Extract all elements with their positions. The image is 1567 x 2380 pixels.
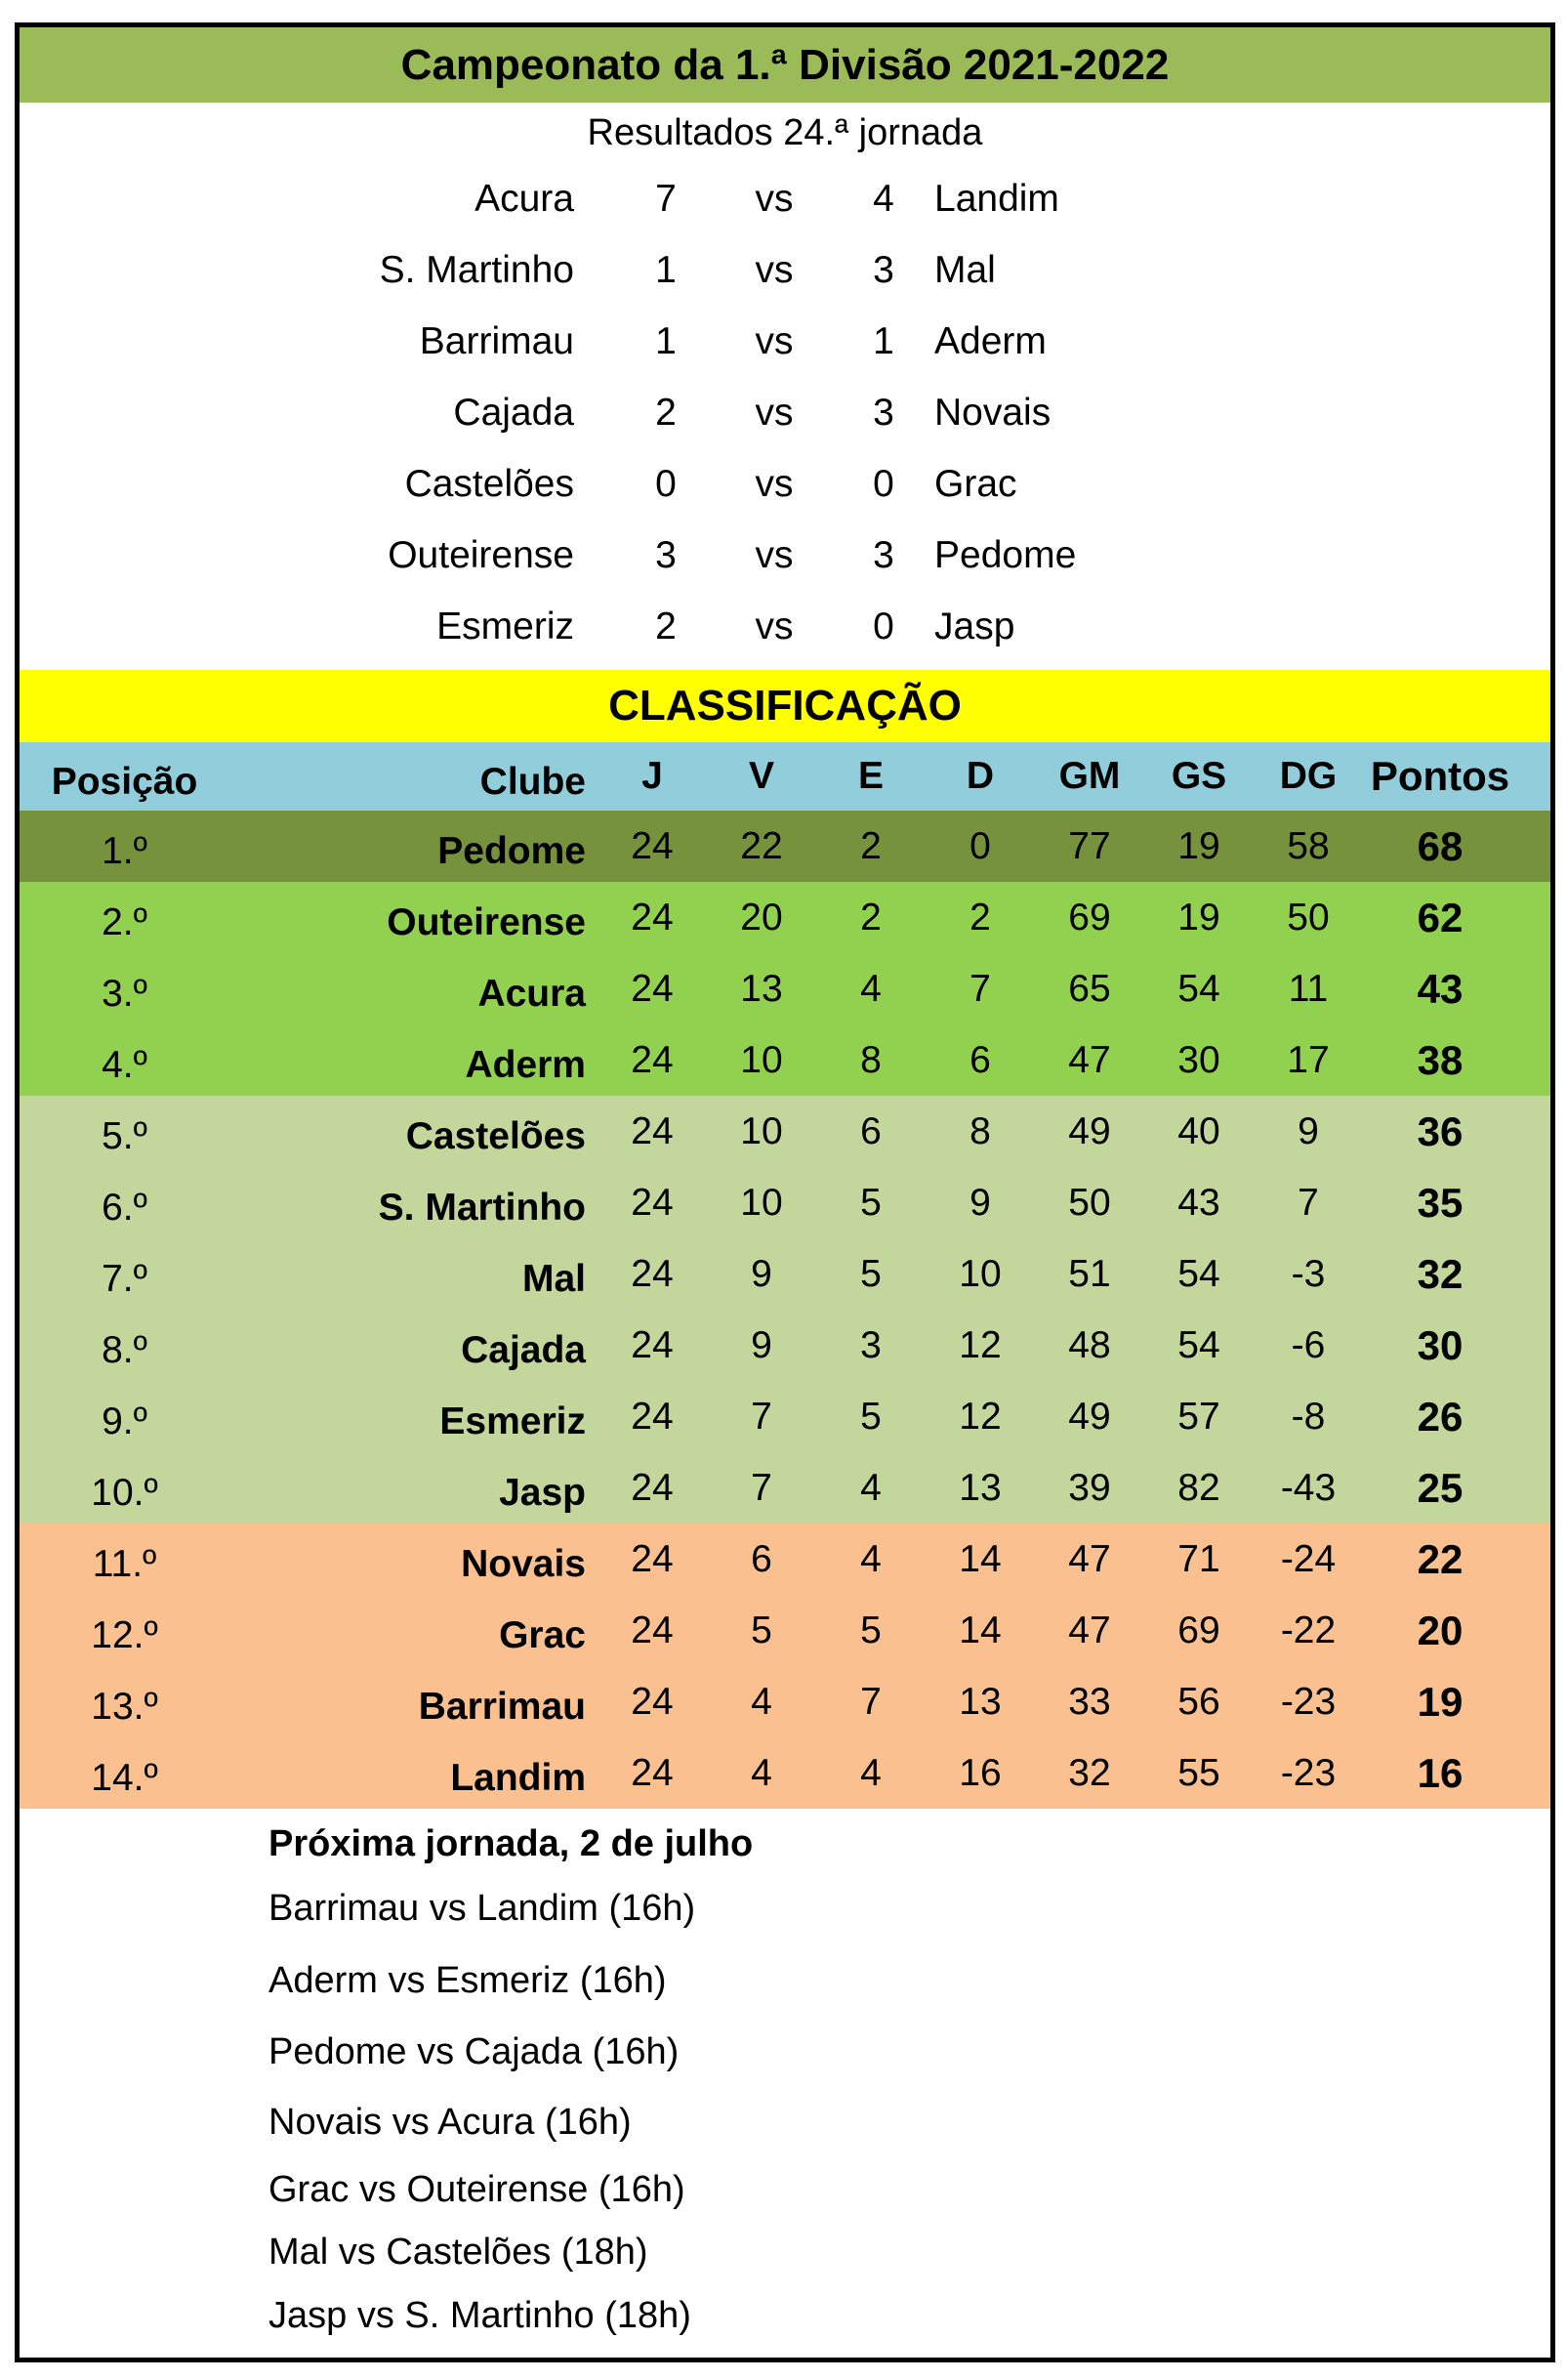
goals-against-cell: 54 xyxy=(1177,967,1220,1010)
club-cell: Novais xyxy=(461,1542,586,1585)
club-cell: Cajada xyxy=(461,1328,586,1371)
home-score: 3 xyxy=(655,534,677,576)
away-score: 4 xyxy=(873,178,894,220)
goals-for-cell: 47 xyxy=(1068,1038,1111,1081)
losses-cell: 10 xyxy=(959,1252,1002,1295)
goals-for-cell: 33 xyxy=(1068,1680,1111,1723)
vs-label: vs xyxy=(755,392,794,434)
next-match-item: Novais vs Acura (16h) xyxy=(268,2102,632,2143)
losses-cell: 7 xyxy=(969,967,991,1010)
vs-label: vs xyxy=(755,463,794,505)
wins-cell: 10 xyxy=(740,1038,783,1081)
home-score: 7 xyxy=(655,178,677,220)
vs-label: vs xyxy=(755,605,794,647)
wins-cell: 7 xyxy=(751,1395,772,1438)
goals-for-cell: 39 xyxy=(1068,1466,1111,1509)
standings-row xyxy=(20,1737,1550,1809)
goals-against-cell: 19 xyxy=(1177,824,1220,867)
home-team: Barrimau xyxy=(419,320,574,362)
wins-cell: 20 xyxy=(740,896,783,939)
goal-difference-cell: -24 xyxy=(1280,1537,1337,1580)
home-team: Cajada xyxy=(453,392,574,434)
wins-cell: 7 xyxy=(751,1466,772,1509)
goals-against-cell: 54 xyxy=(1177,1323,1220,1366)
header-position: Posição xyxy=(51,761,198,803)
home-score: 2 xyxy=(655,392,677,434)
draws-cell: 5 xyxy=(860,1181,882,1224)
losses-cell: 13 xyxy=(959,1466,1002,1509)
points-cell: 30 xyxy=(1417,1321,1464,1368)
club-cell: Castelões xyxy=(405,1114,586,1157)
header-goals-against: GS xyxy=(1171,755,1227,797)
played-cell: 24 xyxy=(631,1466,674,1509)
goals-against-cell: 71 xyxy=(1177,1537,1220,1580)
club-cell: Grac xyxy=(499,1613,586,1656)
wins-cell: 9 xyxy=(751,1252,772,1295)
next-match-item: Barrimau vs Landim (16h) xyxy=(268,1888,696,1929)
club-cell: Esmeriz xyxy=(439,1399,586,1442)
losses-cell: 14 xyxy=(959,1608,1002,1651)
draws-cell: 4 xyxy=(860,1466,882,1509)
result-row xyxy=(20,591,1550,662)
wins-cell: 10 xyxy=(740,1181,783,1224)
points-cell: 38 xyxy=(1417,1036,1464,1083)
goal-difference-cell: 9 xyxy=(1298,1109,1319,1152)
goal-difference-cell: 50 xyxy=(1287,896,1330,939)
standings-row xyxy=(20,1666,1550,1737)
away-score: 1 xyxy=(873,320,894,362)
points-cell: 35 xyxy=(1417,1179,1464,1226)
goals-against-cell: 43 xyxy=(1177,1181,1220,1224)
points-cell: 16 xyxy=(1417,1749,1464,1796)
points-cell: 20 xyxy=(1417,1607,1464,1653)
goal-difference-cell: 7 xyxy=(1298,1181,1319,1224)
goal-difference-cell: 17 xyxy=(1287,1038,1330,1081)
goal-difference-cell: -23 xyxy=(1280,1751,1337,1794)
standings-row xyxy=(20,1167,1550,1238)
goal-difference-cell: 11 xyxy=(1288,967,1329,1010)
championship-title: Campeonato da 1.ª Divisão 2021-2022 xyxy=(20,27,1550,103)
goal-difference-cell: -3 xyxy=(1291,1252,1326,1295)
position-cell: 10.º xyxy=(91,1471,158,1514)
played-cell: 24 xyxy=(631,896,674,939)
losses-cell: 16 xyxy=(959,1751,1002,1794)
home-team: Esmeriz xyxy=(436,605,574,647)
goals-against-cell: 55 xyxy=(1177,1751,1220,1794)
played-cell: 24 xyxy=(631,1608,674,1651)
home-team: Outeirense xyxy=(388,534,574,576)
points-cell: 32 xyxy=(1417,1250,1464,1297)
draws-cell: 5 xyxy=(860,1252,882,1295)
result-row xyxy=(20,234,1550,306)
position-cell: 1.º xyxy=(102,829,147,872)
played-cell: 24 xyxy=(631,1109,674,1152)
goals-for-cell: 77 xyxy=(1068,824,1111,867)
losses-cell: 0 xyxy=(969,824,991,867)
position-cell: 11.º xyxy=(92,1542,157,1585)
draws-cell: 6 xyxy=(860,1109,882,1152)
vs-label: vs xyxy=(755,249,794,291)
vs-label: vs xyxy=(755,534,794,576)
draws-cell: 2 xyxy=(860,896,882,939)
standings-row xyxy=(20,1238,1550,1310)
played-cell: 24 xyxy=(631,1038,674,1081)
goals-against-cell: 69 xyxy=(1177,1608,1220,1651)
home-team: S. Martinho xyxy=(379,249,574,291)
goals-for-cell: 47 xyxy=(1068,1608,1111,1651)
result-row xyxy=(20,448,1550,520)
points-cell: 36 xyxy=(1417,1107,1464,1154)
goals-for-cell: 32 xyxy=(1068,1751,1111,1794)
next-match-item: Grac vs Outeirense (16h) xyxy=(268,2169,685,2210)
played-cell: 24 xyxy=(631,967,674,1010)
position-cell: 7.º xyxy=(102,1257,147,1300)
played-cell: 24 xyxy=(631,1537,674,1580)
standings-row xyxy=(20,1452,1550,1524)
home-score: 1 xyxy=(655,249,677,291)
played-cell: 24 xyxy=(631,1395,674,1438)
goals-for-cell: 69 xyxy=(1068,896,1111,939)
draws-cell: 2 xyxy=(860,824,882,867)
position-cell: 14.º xyxy=(91,1756,158,1799)
goals-for-cell: 48 xyxy=(1068,1323,1111,1366)
result-row xyxy=(20,377,1550,448)
goals-for-cell: 49 xyxy=(1068,1395,1111,1438)
goal-difference-cell: -23 xyxy=(1280,1680,1337,1723)
played-cell: 24 xyxy=(631,1751,674,1794)
header-points: Pontos xyxy=(1370,753,1510,799)
position-cell: 4.º xyxy=(102,1043,147,1086)
goals-against-cell: 56 xyxy=(1177,1680,1220,1723)
draws-cell: 5 xyxy=(860,1608,882,1651)
goals-against-cell: 40 xyxy=(1177,1109,1220,1152)
points-cell: 19 xyxy=(1417,1678,1464,1725)
away-team: Landim xyxy=(934,178,1059,220)
points-cell: 62 xyxy=(1417,894,1464,940)
away-team: Mal xyxy=(934,249,996,291)
header-draws: E xyxy=(857,755,884,797)
position-cell: 2.º xyxy=(102,900,147,943)
home-score: 2 xyxy=(655,605,677,647)
draws-cell: 4 xyxy=(860,1537,882,1580)
club-cell: S. Martinho xyxy=(378,1186,586,1229)
standings-row xyxy=(20,1096,1550,1167)
played-cell: 24 xyxy=(631,1323,674,1366)
wins-cell: 6 xyxy=(751,1537,772,1580)
goals-against-cell: 82 xyxy=(1177,1466,1220,1509)
header-wins: V xyxy=(748,755,774,797)
points-cell: 26 xyxy=(1417,1393,1464,1440)
wins-cell: 22 xyxy=(740,824,783,867)
draws-cell: 4 xyxy=(860,967,882,1010)
club-cell: Landim xyxy=(450,1756,586,1799)
wins-cell: 4 xyxy=(751,1680,772,1723)
losses-cell: 6 xyxy=(969,1038,991,1081)
losses-cell: 14 xyxy=(959,1537,1002,1580)
position-cell: 12.º xyxy=(91,1613,158,1656)
draws-cell: 4 xyxy=(860,1751,882,1794)
wins-cell: 9 xyxy=(751,1323,772,1366)
goals-for-cell: 47 xyxy=(1068,1537,1111,1580)
losses-cell: 9 xyxy=(969,1181,991,1224)
position-cell: 9.º xyxy=(102,1399,147,1442)
header-club: Clube xyxy=(479,761,586,803)
vs-label: vs xyxy=(755,178,794,220)
result-row xyxy=(20,306,1550,377)
points-cell: 22 xyxy=(1417,1535,1464,1582)
wins-cell: 13 xyxy=(740,967,783,1010)
goals-against-cell: 57 xyxy=(1177,1395,1220,1438)
played-cell: 24 xyxy=(631,1252,674,1295)
played-cell: 24 xyxy=(631,1181,674,1224)
result-row xyxy=(20,163,1550,234)
away-team: Aderm xyxy=(934,320,1047,362)
goals-for-cell: 51 xyxy=(1068,1252,1111,1295)
vs-label: vs xyxy=(755,320,794,362)
result-row xyxy=(20,520,1550,591)
home-team: Castelões xyxy=(404,463,574,505)
standings-row xyxy=(20,1024,1550,1096)
next-match-item: Mal vs Castelões (18h) xyxy=(268,2232,648,2273)
draws-cell: 5 xyxy=(860,1395,882,1438)
next-match-item: Aderm vs Esmeriz (16h) xyxy=(268,1960,667,2001)
losses-cell: 12 xyxy=(959,1395,1002,1438)
position-cell: 3.º xyxy=(102,972,147,1015)
header-played: J xyxy=(641,755,663,797)
goal-difference-cell: -22 xyxy=(1280,1608,1337,1651)
club-cell: Jasp xyxy=(499,1471,586,1514)
away-score: 0 xyxy=(873,463,894,505)
losses-cell: 12 xyxy=(959,1323,1002,1366)
away-score: 0 xyxy=(873,605,894,647)
next-match-item: Pedome vs Cajada (16h) xyxy=(268,2031,680,2072)
standings-sheet xyxy=(15,22,1555,2362)
header-goals-for: GM xyxy=(1058,755,1121,797)
standings-row xyxy=(20,1524,1550,1595)
goals-for-cell: 49 xyxy=(1068,1109,1111,1152)
draws-cell: 8 xyxy=(860,1038,882,1081)
goals-against-cell: 30 xyxy=(1177,1038,1220,1081)
club-cell: Mal xyxy=(521,1257,586,1300)
standings-header-row xyxy=(20,742,1550,811)
standings-row xyxy=(20,1310,1550,1381)
header-goal-difference: DG xyxy=(1279,755,1338,797)
points-cell: 25 xyxy=(1417,1464,1464,1511)
position-cell: 5.º xyxy=(102,1114,147,1157)
wins-cell: 10 xyxy=(740,1109,783,1152)
losses-cell: 13 xyxy=(959,1680,1002,1723)
club-cell: Outeirense xyxy=(387,900,586,943)
club-cell: Barrimau xyxy=(418,1685,586,1728)
draws-cell: 3 xyxy=(860,1323,882,1366)
points-cell: 68 xyxy=(1417,822,1464,869)
away-team: Jasp xyxy=(934,605,1015,647)
played-cell: 24 xyxy=(631,1680,674,1723)
losses-cell: 2 xyxy=(969,896,991,939)
away-team: Grac xyxy=(934,463,1017,505)
goal-difference-cell: -43 xyxy=(1280,1466,1337,1509)
classification-title: CLASSIFICAÇÃO xyxy=(20,670,1550,742)
goals-for-cell: 65 xyxy=(1068,967,1111,1010)
results-title: Resultados 24.ª jornada xyxy=(587,111,983,153)
away-score: 3 xyxy=(873,534,894,576)
position-cell: 8.º xyxy=(102,1328,147,1371)
standings-row xyxy=(20,882,1550,953)
home-score: 1 xyxy=(655,320,677,362)
next-round-title: Próxima jornada, 2 de julho xyxy=(268,1823,754,1864)
goals-for-cell: 50 xyxy=(1068,1181,1111,1224)
goals-against-cell: 54 xyxy=(1177,1252,1220,1295)
club-cell: Acura xyxy=(477,972,586,1015)
standings-row xyxy=(20,953,1550,1024)
away-team: Novais xyxy=(934,392,1052,434)
club-cell: Pedome xyxy=(437,829,586,872)
standings-row xyxy=(20,811,1550,882)
standings-row xyxy=(20,1381,1550,1452)
away-score: 3 xyxy=(873,249,894,291)
club-cell: Aderm xyxy=(465,1043,586,1086)
goal-difference-cell: -8 xyxy=(1291,1395,1326,1438)
away-score: 3 xyxy=(873,392,894,434)
standings-row xyxy=(20,1595,1550,1666)
wins-cell: 5 xyxy=(751,1608,772,1651)
points-cell: 43 xyxy=(1417,965,1464,1012)
position-cell: 6.º xyxy=(102,1186,147,1229)
home-team: Acura xyxy=(474,178,574,220)
next-match-item: Jasp vs S. Martinho (18h) xyxy=(268,2295,691,2336)
losses-cell: 8 xyxy=(969,1109,991,1152)
goal-difference-cell: 58 xyxy=(1287,824,1330,867)
away-team: Pedome xyxy=(934,534,1077,576)
played-cell: 24 xyxy=(631,824,674,867)
goal-difference-cell: -6 xyxy=(1291,1323,1326,1366)
position-cell: 13.º xyxy=(91,1685,158,1728)
goals-against-cell: 19 xyxy=(1177,896,1220,939)
draws-cell: 7 xyxy=(860,1680,882,1723)
wins-cell: 4 xyxy=(751,1751,772,1794)
header-losses: D xyxy=(966,755,995,797)
home-score: 0 xyxy=(655,463,677,505)
